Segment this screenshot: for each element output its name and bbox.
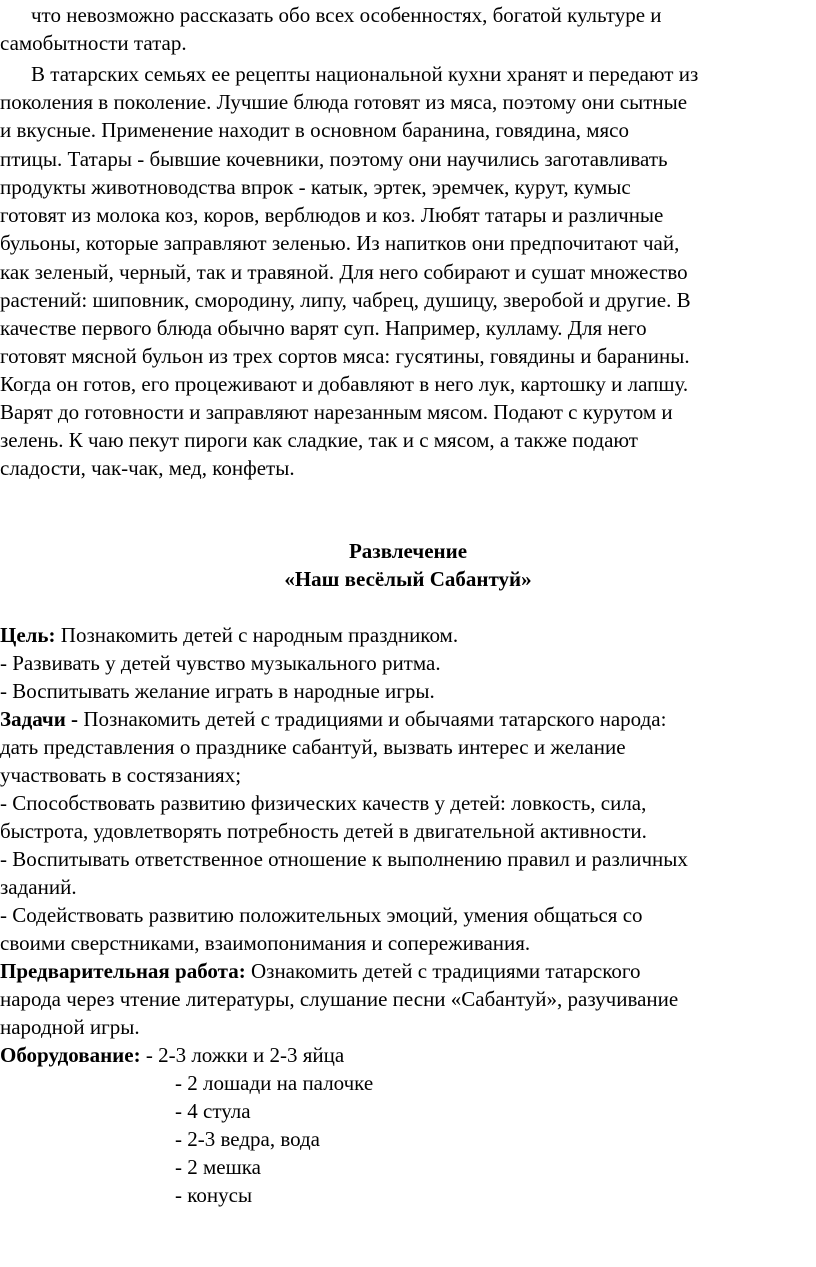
intro-line-17: сладости, чак-чак, мед, конфеты. <box>0 456 295 480</box>
intro-line-11: растений: шиповник, смородину, липу, чабрец, душицу, зверобой и другие. В <box>0 288 691 312</box>
intro-line-2: самобытности татар. <box>0 31 187 55</box>
equipment-item-4: - 2 мешка <box>175 1155 261 1179</box>
goal-item-1: - Развивать у детей чувство музыкального ритма. <box>0 651 441 675</box>
intro-line-3: В татарских семьях ее рецепты национальной кухни хранят и передают из <box>31 62 699 86</box>
tasks-label: Задачи - <box>0 707 79 731</box>
intro-line-15: Варят до готовности и заправляют нарезанным мясом. Подают с курутом и <box>0 400 673 424</box>
equipment-first: - 2-3 ложки и 2-3 яйца <box>140 1043 345 1067</box>
intro-line-16: зелень. К чаю пекут пироги как сладкие, так и с мясом, а также подают <box>0 428 638 452</box>
intro-line-12: качестве первого блюда обычно варят суп. Например, кулламу. Для него <box>0 316 647 340</box>
intro-line-4: поколения в поколение. Лучшие блюда готовят из мяса, поэтому они сытные <box>0 90 688 114</box>
prework-line-3: народной игры. <box>0 1015 140 1039</box>
tasks-line-5: быстрота, удовлетворять потребность детей в двигательной активности. <box>0 819 647 843</box>
event-title: Развлечение <box>348 539 468 563</box>
intro-line-10: как зеленый, черный, так и травяной. Для него собирают и сушат множество <box>0 260 688 284</box>
goal-text: Познакомить детей с народным праздником. <box>55 623 459 647</box>
prework-line-2: народа через чтение литературы, слушание песни «Сабантуй», разучивание <box>0 987 679 1011</box>
intro-line-9: бульоны, которые заправляют зеленью. Из напитков они предпочитают чай, <box>0 231 680 255</box>
intro-line-6: птицы. Татары - бывшие кочевники, поэтому они научились заготавливать <box>0 147 668 171</box>
tasks-line-6: - Воспитывать ответственное отношение к выполнению правил и различных <box>0 847 688 871</box>
tasks-line-4: - Способствовать развитию физических качеств у детей: ловкость, сила, <box>0 791 647 815</box>
intro-line-8: готовят из молока коз, коров, верблюдов и коз. Любят татары и различные <box>0 203 664 227</box>
goal-label: Цель: <box>0 623 56 647</box>
tasks-line-2: дать представления о празднике сабантуй, вызвать интерес и желание <box>0 735 626 759</box>
equipment-item-1: - 2 лошади на палочке <box>175 1071 374 1095</box>
tasks-line-3: участвовать в состязаниях; <box>0 763 242 787</box>
prework-label: Предварительная работа: <box>0 959 246 983</box>
event-subtitle: «Наш весёлый Сабантуй» <box>284 567 532 591</box>
goal-item-2: - Воспитывать желание играть в народные игры. <box>0 679 435 703</box>
equipment-label: Оборудование: <box>0 1043 141 1067</box>
intro-line-1: что невозможно рассказать обо всех особенностях, богатой культуре и <box>31 3 662 27</box>
equipment-item-3: - 2-3 ведра, вода <box>175 1127 321 1151</box>
intro-line-5: и вкусные. Применение находит в основном баранина, говядина, мясо <box>0 118 629 142</box>
intro-line-13: готовят мясной бульон из трех сортов мяса: гусятины, говядины и баранины. <box>0 344 690 368</box>
equipment-item-5: - конусы <box>175 1183 253 1207</box>
intro-line-14: Когда он готов, его процеживают и добавляют в него лук, картошку и лапшу. <box>0 372 689 396</box>
prework-first: Ознакомить детей с традициями татарского <box>245 959 641 983</box>
tasks-line-7: заданий. <box>0 875 77 899</box>
tasks-first: Познакомить детей с традициями и обычаями татарского народа: <box>78 707 667 731</box>
intro-line-7: продукты животноводства впрок - катык, эртек, эремчек, курут, кумыс <box>0 175 631 199</box>
tasks-line <box>0 705 666 733</box>
equipment-item-2: - 4 стула <box>175 1099 251 1123</box>
prework-line <box>0 957 640 985</box>
goal-line <box>0 621 458 649</box>
tasks-line-9: своими сверстниками, взаимопонимания и сопереживания. <box>0 931 531 955</box>
tasks-line-8: - Содействовать развитию положительных эмоций, умения общаться со <box>0 903 643 927</box>
equipment-line <box>0 1041 344 1069</box>
